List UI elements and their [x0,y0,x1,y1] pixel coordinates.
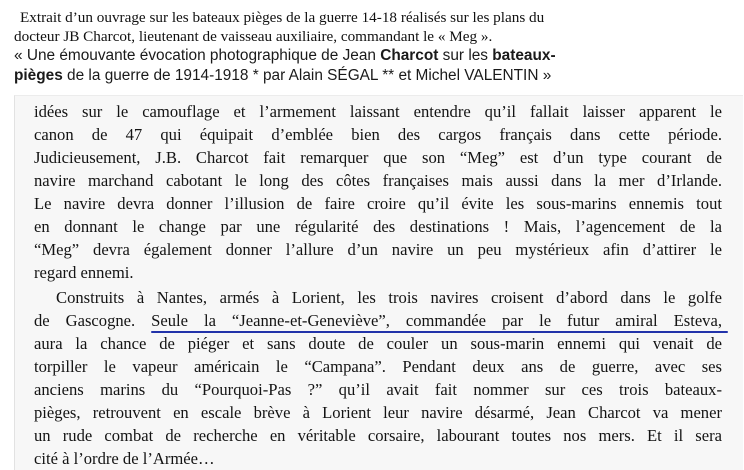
intro-line-2: docteur JB Charcot, lieutenant de vaisseau auxiliaire, commandant le « Meg ». [14,28,493,45]
caption-text: sur les [438,47,493,64]
text-line: aura la chance de piéger et sans doute de couler un sous-marin ennemi qui venait de [34,334,722,353]
caption-subject: pièges [14,67,63,84]
text-line: cité à l’ordre de l’Armée… [34,449,215,468]
text-line: “Meg” devra également donner l’allure d’un navire un peu mystérieux afin d’attirer le [34,240,722,259]
text-line: Judicieusement, J.B. Charcot fait remarquer que son “Meg” est d’un type courant de [34,148,722,167]
caption-author: Charcot [380,47,439,64]
underlined-passage: Seule la “Jeanne-et-Geneviève”, commandée par le futur amiral Esteva, [151,311,722,330]
text-line: torpiller le vapeur américain le “Campana”. Pendant deux ans de guerre, avec ses [34,357,722,376]
text-line: anciens marins du “Pourquoi-Pas ?” qu’il avait fait nommer sur ces trois bateaux- [34,380,722,399]
text-line: pièges, retrouvent en escale brève à Lorient leur navire désarmé, Jean Charcot va mener [34,403,722,422]
text-fragment: de Gascogne. [34,311,152,330]
caption-line-1 [14,46,744,66]
caption-text: de la guerre de 1914-1918 * par Alain SÉGAL ** et Michel VALENTIN » [62,67,552,84]
caption-text: « Une émouvante évocation photographique de Jean [14,47,381,64]
text-line: un rude combat de recherche en véritable corsaire, labourant toutes nos mers. Et il sera [34,426,722,445]
text-line: idées sur le camouflage et l’armement laissant entendre qu’il fallait laisser apparent le [34,102,722,121]
intro-line-1: Extrait d’un ouvrage sur les bateaux pièges de la guerre 14-18 réalisés sur les plans du [20,9,545,26]
text-line: navire marchand cabotant le long des côtes françaises mais aussi dans la mer d’Irlande. [34,171,722,190]
scanned-text [34,100,722,470]
text-line: en donnant le change par une régularité des destinations ! Mais, l’agencement de la [34,217,722,236]
text-line: regard ennemi. [34,263,134,282]
caption-subject: bateaux- [492,47,556,64]
paragraph-1 [34,100,722,284]
text-line: Le navire devra donner l’illusion de faire croire qu’il évite les sous-marins ennemis tout [34,194,722,213]
caption-line-2 [14,66,744,86]
document-header [0,0,744,86]
paragraph-2 [34,286,722,470]
text-line [34,309,722,332]
text-line: canon de 47 qui équipait d’emblée bien des cargos français dans cette période. [34,125,722,144]
text-line: Construits à Nantes, armés à Lorient, les trois navires croisent d’abord dans le golfe [56,288,722,307]
